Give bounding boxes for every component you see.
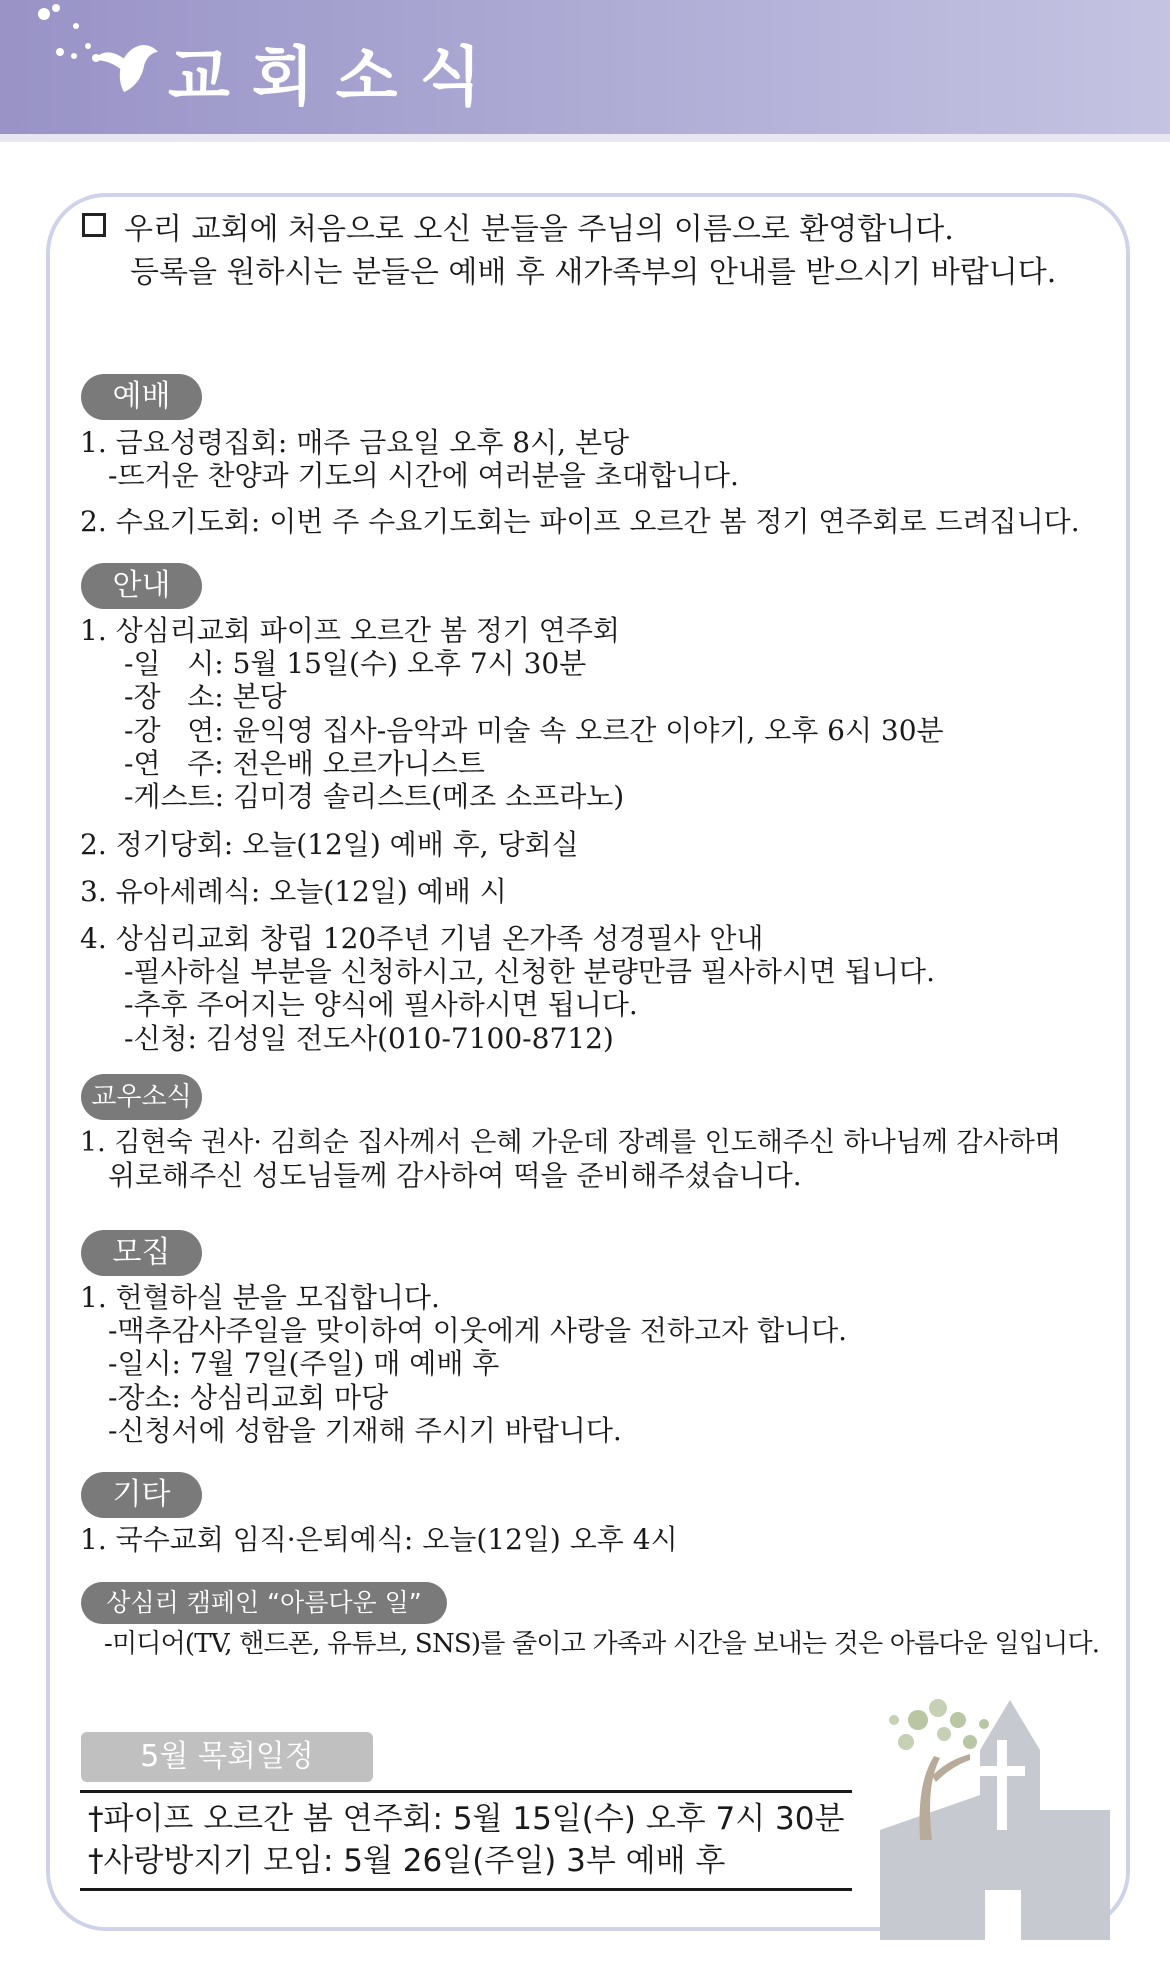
recruit-line: -장소: 상심리교회 마당 bbox=[108, 1381, 389, 1414]
notice-line: -장 소: 본당 bbox=[124, 680, 287, 713]
schedule-top-rule bbox=[80, 1790, 852, 1793]
worship-line: 1. 금요성령집회: 매주 금요일 오후 8시, 본당 bbox=[80, 426, 630, 459]
notice-line: 1. 상심리교회 파이프 오르간 봄 정기 연주회 bbox=[80, 614, 620, 647]
dove-icon bbox=[30, 0, 170, 110]
notice-line: -신청: 김성일 전도사(010-7100-8712) bbox=[124, 1022, 614, 1055]
worship-line: 2. 수요기도회: 이번 주 수요기도회는 파이프 오르간 봄 정기 연주회로 드려집니다. bbox=[80, 505, 1080, 538]
worship-line: -뜨거운 찬양과 기도의 시간에 여러분을 초대합니다. bbox=[108, 459, 739, 492]
recruit-line: -맥추감사주일을 맞이하여 이웃에게 사랑을 전하고자 합니다. bbox=[108, 1314, 848, 1347]
recruit-line: -신청서에 성함을 기재해 주시기 바랍니다. bbox=[108, 1414, 622, 1447]
header-banner bbox=[0, 0, 1170, 134]
notice-line: -필사하실 부분을 신청하시고, 신청한 분량만큼 필사하시면 됩니다. bbox=[124, 955, 935, 988]
welcome-line-1: 우리 교회에 처음으로 오신 분들을 주님의 이름으로 환영합니다. bbox=[124, 212, 954, 247]
etc-line: 1. 국수교회 임직·은퇴예식: 오늘(12일) 오후 4시 bbox=[80, 1523, 678, 1556]
section-label-recruit: 모집 bbox=[81, 1230, 202, 1276]
member-news-line: 1. 김현숙 권사· 김희순 집사께서 은혜 가운데 장례를 인도해주신 하나님께 감사하며 bbox=[80, 1127, 1061, 1158]
recruit-line: -일시: 7월 7일(주일) 매 예배 후 bbox=[108, 1347, 500, 1380]
member-news-line: 위로해주신 성도님들께 감사하여 떡을 준비해주셨습니다. bbox=[108, 1159, 802, 1192]
notice-line: 4. 상심리교회 창립 120주년 기념 온가족 성경필사 안내 bbox=[80, 922, 764, 955]
header-divider bbox=[0, 134, 1170, 142]
schedule-bottom-rule bbox=[80, 1888, 852, 1891]
schedule-item: †사랑방지기 모임: 5월 26일(주일) 3부 예배 후 bbox=[88, 1843, 726, 1879]
notice-line: 3. 유아세례식: 오늘(12일) 예배 시 bbox=[80, 875, 507, 908]
notice-line: -게스트: 김미경 솔리스트(메조 소프라노) bbox=[124, 780, 625, 813]
section-label-campaign: 상심리 캠페인 “아름다운 일” bbox=[81, 1582, 447, 1624]
recruit-line: 1. 헌혈하실 분을 모집합니다. bbox=[80, 1281, 440, 1314]
notice-line: -강 연: 윤익영 집사-음악과 미술 속 오르간 이야기, 오후 6시 30분 bbox=[124, 714, 944, 747]
welcome-line-2: 등록을 원하시는 분들은 예배 후 새가족부의 안내를 받으시기 바랍니다. bbox=[130, 255, 1057, 290]
church-illustration bbox=[860, 1680, 1110, 1940]
schedule-item: †파이프 오르간 봄 연주회: 5월 15일(수) 오후 7시 30분 bbox=[88, 1801, 845, 1837]
notice-line: -일 시: 5월 15일(수) 오후 7시 30분 bbox=[124, 647, 587, 680]
section-label-member-news: 교우소식 bbox=[81, 1074, 202, 1120]
section-label-worship: 예배 bbox=[81, 374, 202, 420]
page-title: 교회소식 bbox=[168, 41, 504, 115]
campaign-line: -미디어(TV, 핸드폰, 유튜브, SNS)를 줄이고 가족과 시간을 보내는 것은 아름다운 일입니다. bbox=[104, 1629, 1100, 1659]
notice-line: -연 주: 전은배 오르가니스트 bbox=[124, 747, 485, 780]
schedule-label: 5월 목회일정 bbox=[81, 1732, 373, 1782]
notice-line: -추후 주어지는 양식에 필사하시면 됩니다. bbox=[124, 988, 638, 1021]
section-label-notice: 안내 bbox=[81, 563, 202, 609]
welcome-message bbox=[82, 208, 1142, 294]
checkbox-icon bbox=[82, 213, 106, 237]
section-label-etc: 기타 bbox=[81, 1472, 202, 1518]
notice-line: 2. 정기당회: 오늘(12일) 예배 후, 당회실 bbox=[80, 828, 579, 861]
